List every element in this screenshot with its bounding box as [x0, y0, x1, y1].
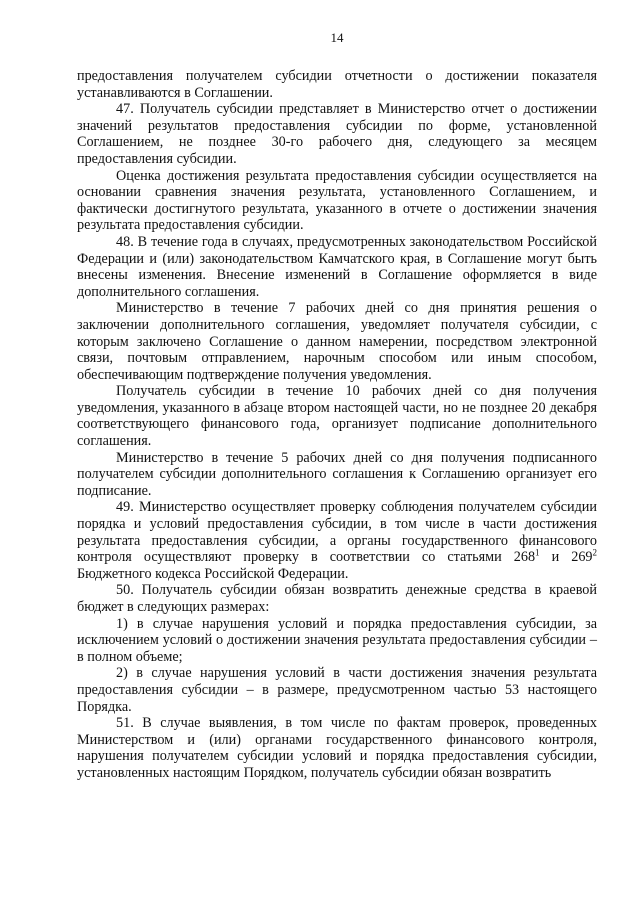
footnote-superscript-1: 1: [535, 547, 540, 558]
paragraph-48-notification: Министерство в течение 7 рабочих дней со дня принятия решения о заключении дополнительного соглашения, уведомляет получателя субсидии, с которым заключено Соглашение о данном намерении, посредством электронной связи, почтовым отправлением, нарочным способом или иным способом, обеспечивающим подтверждение получения уведомления.: [77, 300, 597, 383]
paragraph-47: 47. Получатель субсидии представляет в Министерство отчет о достижении значений результатов предоставления субсидии по форме, установленной Соглашением, не позднее 30-го рабочего дня, следующего за месяцем предоставления субсидии.: [77, 101, 597, 167]
footnote-superscript-2: 2: [592, 547, 598, 558]
paragraph-49-text-end: Бюджетного кодекса Российской Федерации.: [77, 565, 349, 582]
document-body: [77, 68, 597, 782]
paragraph-49: [77, 499, 597, 582]
paragraph-48: 48. В течение года в случаях, предусмотренных законодательством Российской Федерации и (или) законодательством Камчатского края, в Соглашение могут быть внесены изменения. Внесение изменений в Соглашение оформляется в виде дополнительного соглашения.: [77, 233, 597, 300]
paragraph-49-text-middle: и 269: [539, 549, 593, 566]
paragraph-50-item-2: 2) в случае нарушения условий в части достижения значения результата предоставления субсидии – в размере, предусмотренном частью 53 настоящего Порядка.: [77, 665, 597, 715]
paragraph-48-signing: Получатель субсидии в течение 10 рабочих дней со дня получения уведомления, указанного в абзаце втором настоящей части, но не позднее 20 декабря соответствующего финансового года, организует подписание дополнительного соглашения.: [77, 383, 597, 450]
document-page: [77, 30, 597, 782]
paragraph-continuation: предоставления получателем субсидии отчетности о достижении показателя устанавливаются в Соглашении.: [77, 68, 597, 101]
paragraph-50: 50. Получатель субсидии обязан возвратить денежные средства в краевой бюджет в следующих размерах:: [77, 582, 597, 615]
paragraph-49-text-start: 49. Министерство осуществляет проверку соблюдения получателем субсидии порядка и условий предоставления субсидии, в том числе в части достижения результата предоставления субсидии, а органы государственного финансового контроля осуществляют проверку в соответствии со статьями 268: [77, 499, 597, 566]
paragraph-48-ministry-signing: Министерство в течение 5 рабочих дней со дня получения подписанного получателем субсидии дополнительного соглашения к Соглашению организует его подписание.: [77, 449, 597, 499]
page-number: 14: [330, 30, 344, 45]
paragraph-50-item-1: 1) в случае нарушения условий и порядка предоставления субсидии, за исключением условий о достижении значения результата предоставления субсидии – в полном объеме;: [77, 615, 597, 665]
paragraph-47-assessment: Оценка достижения результата предоставления субсидии осуществляется на основании сравнения значения результата, установленного Соглашением, и фактически достигнутого результата, указанного в отчете о достижении значения результата предоставления субсидии.: [77, 167, 597, 234]
paragraph-51: 51. В случае выявления, в том числе по фактам проверок, проведенных Министерством и (или) органами государственного финансового контроля, нарушения получателем субсидии условий и порядка предоставления субсидии, установленных настоящим Порядком, получатель субсидии обязан возвратить: [77, 715, 597, 781]
